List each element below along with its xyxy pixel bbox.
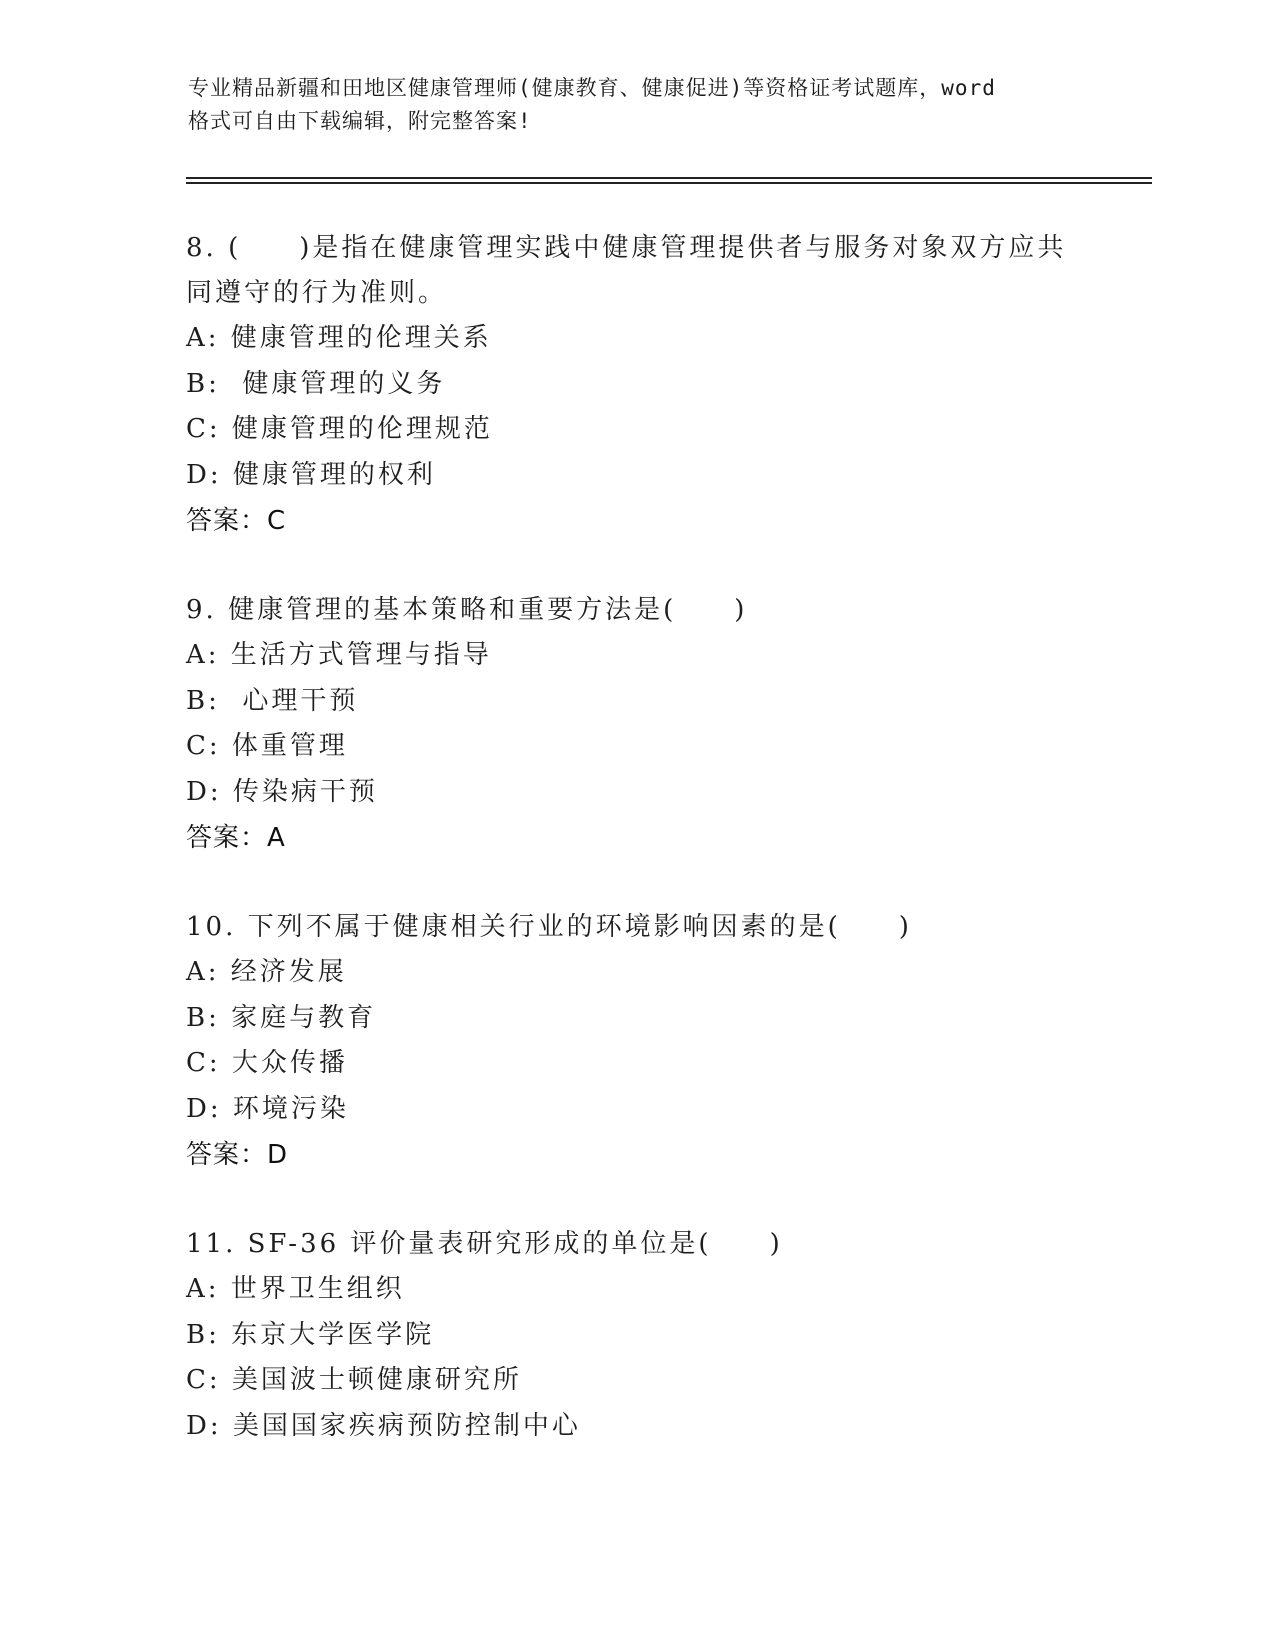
document-header <box>188 72 1088 138</box>
question-stem-line: 10. 下列不属于健康相关行业的环境影响因素的是( ) <box>186 912 912 942</box>
header-divider-top <box>186 177 1152 179</box>
option-b: B: 东京大学医学院 <box>186 1319 435 1350</box>
question-list <box>186 226 1146 1449</box>
question-9 <box>186 588 1146 861</box>
option-d: D: 环境污染 <box>186 1093 349 1124</box>
header-line-2: 格式可自由下载编辑，附完整答案! <box>188 109 532 133</box>
question-8 <box>186 226 1146 544</box>
option-b: B: 健康管理的义务 <box>186 368 446 399</box>
option-c: C: 体重管理 <box>186 731 348 761</box>
question-stem-line: 8. ( )是指在健康管理实践中健康管理提供者与服务对象双方应共 <box>186 233 1067 263</box>
option-a: A: 经济发展 <box>186 957 347 987</box>
option-c: C: 健康管理的伦理规范 <box>186 414 493 444</box>
question-11 <box>186 1222 1146 1449</box>
answer-line: 答案：C <box>186 506 287 536</box>
option-a: A: 健康管理的伦理关系 <box>186 323 492 353</box>
question-stem <box>186 226 1146 316</box>
answer-line: 答案：A <box>186 823 286 853</box>
question-stem-line: 同遵守的行为准则。 <box>186 278 448 308</box>
option-a: A: 生活方式管理与指导 <box>186 640 492 670</box>
question-stem <box>186 588 1146 633</box>
question-10 <box>186 905 1146 1178</box>
answer-line: 答案：D <box>186 1140 289 1170</box>
question-stem-line: 11. SF-36 评价量表研究形成的单位是( ) <box>186 1229 783 1259</box>
question-stem <box>186 1222 1146 1267</box>
option-b: B: 家庭与教育 <box>186 1002 377 1033</box>
option-c: C: 大众传播 <box>186 1048 348 1078</box>
option-d: D: 健康管理的权利 <box>186 459 436 490</box>
option-a: A: 世界卫生组织 <box>186 1274 405 1304</box>
option-d: D: 传染病干预 <box>186 776 378 807</box>
question-stem <box>186 905 1146 950</box>
option-d: D: 美国国家疾病预防控制中心 <box>186 1410 581 1441</box>
header-divider-bottom <box>186 182 1152 184</box>
option-b: B: 心理干预 <box>186 685 359 716</box>
header-line-1: 专业精品新疆和田地区健康管理师(健康教育、健康促进)等资格证考试题库，word <box>188 76 996 100</box>
option-c: C: 美国波士顿健康研究所 <box>186 1365 522 1395</box>
question-stem-line: 9. 健康管理的基本策略和重要方法是( ) <box>186 595 748 625</box>
